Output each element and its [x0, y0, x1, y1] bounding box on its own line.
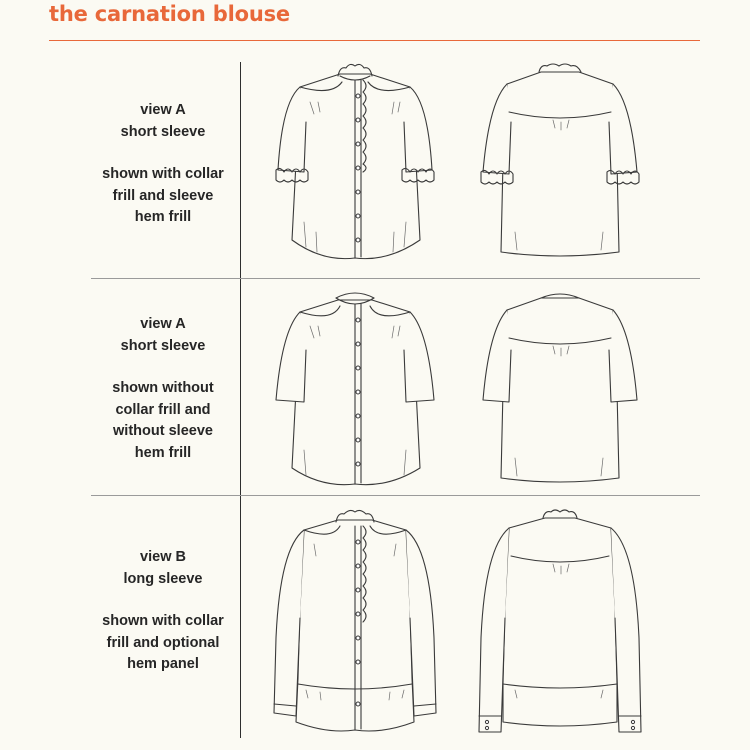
title-underline	[49, 40, 700, 41]
row-divider-2	[91, 495, 700, 496]
description-line: hem frill	[134, 209, 192, 225]
view-a-plain-front-illustration	[270, 290, 440, 490]
view-label: view B	[140, 549, 186, 565]
description-line: hem frill	[134, 444, 192, 461]
view-a-plain-description	[88, 314, 238, 464]
view-label: view A	[140, 102, 186, 118]
sleeve-label: short sleeve	[120, 337, 206, 354]
view-b-back-illustration	[475, 508, 645, 740]
view-label: view A	[140, 316, 186, 332]
description-line: shown without	[112, 380, 214, 396]
row-divider-1	[91, 278, 700, 279]
view-b-front-illustration	[270, 508, 440, 740]
description-line: frill and sleeve	[112, 187, 214, 204]
view-a-frill-back-illustration	[475, 62, 645, 272]
sleeve-label: long sleeve	[123, 570, 203, 587]
page-title: the carnation blouse	[49, 2, 290, 26]
description-line: shown with collar	[102, 613, 224, 629]
description-line: without sleeve	[113, 423, 213, 439]
view-a-frill-front-illustration	[270, 62, 440, 272]
sleeve-label: short sleeve	[120, 123, 206, 140]
view-a-frill-description	[88, 100, 238, 229]
description-line: shown with collar	[102, 166, 224, 182]
description-line: hem panel	[127, 656, 199, 672]
description-line: frill and optional	[106, 634, 220, 651]
view-b-description	[88, 547, 238, 676]
column-divider	[240, 62, 241, 738]
description-line: collar frill and	[115, 401, 211, 418]
view-a-plain-back-illustration	[475, 290, 645, 490]
